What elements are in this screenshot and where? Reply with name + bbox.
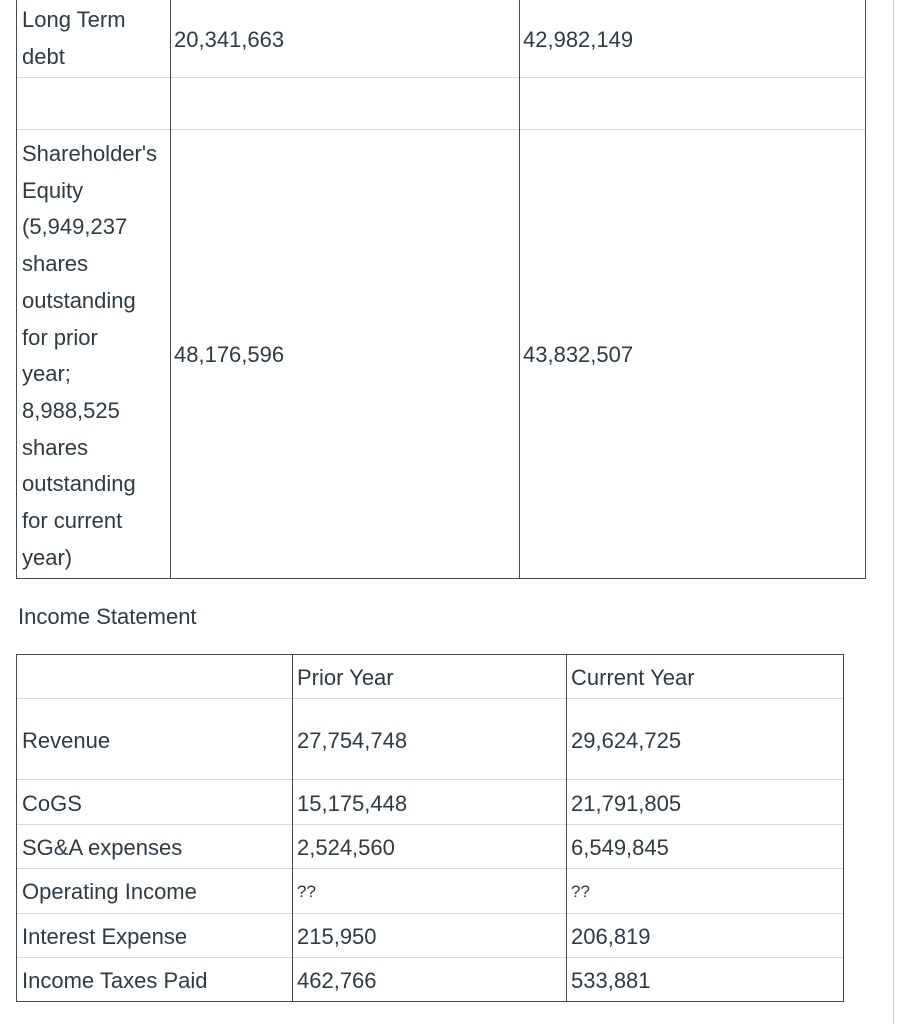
row-divider [17, 913, 843, 914]
table-row [17, 0, 865, 78]
current-year-value: 21,791,805 [571, 791, 682, 816]
prior-year-value: 20,341,663 [174, 27, 285, 52]
row-divider [17, 868, 843, 869]
prior-year-value: ?? [297, 882, 316, 901]
current-year-value: 29,624,725 [571, 728, 682, 753]
prior-year-value: 462,766 [297, 968, 377, 993]
table-row [17, 78, 865, 130]
prior-year-value: 48,176,596 [174, 342, 285, 367]
current-year-value: 43,832,507 [523, 342, 634, 367]
prior-year-value: 215,950 [297, 924, 377, 949]
row-label: Shareholder's Equity (5,949,237 shares outstanding for prior year; 8,988,525 shares outstanding for current year) [22, 141, 158, 570]
row-label-interest-expense: Interest Expense [22, 924, 188, 949]
row-label-income-taxes-paid: Income Taxes Paid [22, 968, 208, 993]
current-year-value: 206,819 [571, 924, 651, 949]
balance-sheet-table [16, 0, 866, 579]
column-divider [292, 655, 293, 1001]
page-right-border [893, 0, 894, 1024]
row-divider [17, 824, 843, 825]
current-year-value: ?? [571, 882, 590, 901]
income-statement-table [16, 654, 844, 1002]
prior-year-value: 15,175,448 [297, 791, 408, 816]
prior-year-value: 2,524,560 [297, 835, 395, 860]
current-year-value: 42,982,149 [523, 27, 634, 52]
row-label-revenue: Revenue [22, 728, 111, 753]
header-current-year: Current Year [571, 665, 695, 690]
row-label-cogs: CoGS [22, 791, 82, 816]
column-divider [566, 655, 567, 1001]
row-label-sga: SG&A expenses [22, 835, 183, 860]
header-prior-year: Prior Year [297, 665, 394, 690]
row-label: Long Term debt [22, 7, 126, 69]
current-year-value: 533,881 [571, 968, 651, 993]
income-statement-title: Income Statement [18, 604, 197, 629]
row-divider [17, 779, 843, 780]
table-row [17, 130, 865, 579]
row-divider [17, 698, 843, 699]
column-divider [170, 0, 171, 578]
row-label-operating-income: Operating Income [22, 879, 197, 904]
column-divider [519, 0, 520, 578]
row-divider [17, 957, 843, 958]
current-year-value: 6,549,845 [571, 835, 669, 860]
prior-year-value: 27,754,748 [297, 728, 408, 753]
